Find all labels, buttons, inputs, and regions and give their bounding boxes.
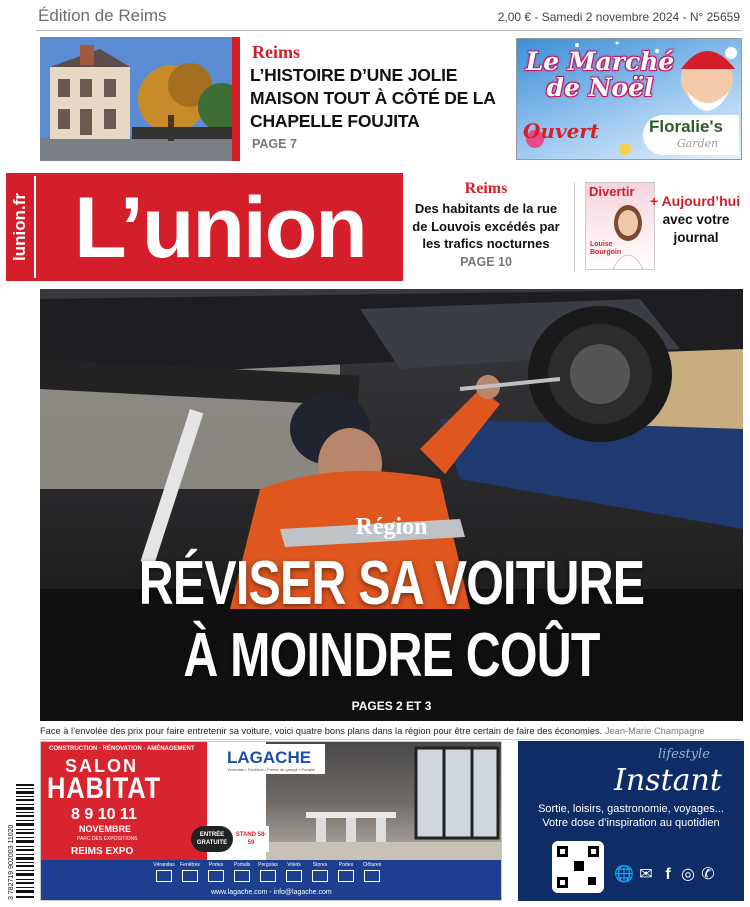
site-url-text: lunion.fr bbox=[10, 193, 29, 261]
veranda-icon bbox=[156, 870, 172, 882]
category-stores bbox=[307, 862, 333, 882]
photo-credit: Jean-Marie Champagne bbox=[604, 726, 705, 736]
category-label: Volets bbox=[287, 862, 301, 868]
qr-module bbox=[574, 861, 584, 871]
free-entry-badge: ENTRÉE GRATUITE bbox=[191, 826, 233, 852]
lagache-sub: Vérandas • Fenêtres • Portes de garage • Portails bbox=[227, 767, 315, 772]
caption-text: Face à l’envolée des prix pour faire entretenir sa voiture, voici quatre bons plans dans la région pour être certain de faire des économies. bbox=[40, 726, 603, 736]
whatsapp-icon[interactable]: ✆ bbox=[701, 866, 715, 883]
hero-headline-line1: RÉVISER SA VOITURE bbox=[138, 549, 645, 618]
salon-subtitle: CONSTRUCTION · RÉNOVATION · AMÉNAGEMENT bbox=[49, 746, 195, 752]
instant-lifestyle-ad[interactable] bbox=[518, 741, 744, 901]
salon-month: NOVEMBRE bbox=[79, 824, 132, 834]
brand-sub: Garden bbox=[677, 137, 719, 150]
lifestyle-label: lifestyle bbox=[658, 747, 710, 762]
category-volets bbox=[281, 862, 307, 882]
edition-label: Édition de Reims bbox=[38, 6, 167, 25]
category-clotures bbox=[359, 862, 385, 882]
hero-page-ref: PAGES 2 ET 3 bbox=[351, 699, 432, 713]
divertir-cover[interactable] bbox=[585, 182, 655, 270]
site-url bbox=[6, 173, 34, 281]
christmas-status: Ouvert bbox=[523, 119, 600, 143]
qr-finder bbox=[588, 846, 599, 857]
garage-door-icon bbox=[338, 870, 354, 882]
caption-divider bbox=[40, 739, 742, 740]
hero-headline[interactable] bbox=[117, 548, 665, 692]
barcode-number: 3 782719 902003 11020 bbox=[8, 824, 15, 900]
lagache-contact: www.lagache.com - info@lagache.com bbox=[211, 889, 332, 896]
newspaper-logo[interactable]: L’union bbox=[74, 180, 366, 276]
category-label: Portes bbox=[208, 862, 224, 868]
photo-caption bbox=[40, 726, 744, 736]
qr-code-icon[interactable] bbox=[552, 841, 604, 893]
story2-kicker: Reims bbox=[464, 180, 508, 197]
salon-label: SALON bbox=[65, 756, 138, 776]
mail-icon[interactable]: ✉ bbox=[639, 866, 653, 883]
vertical-divider bbox=[574, 182, 575, 272]
story-page-ref: PAGE 7 bbox=[252, 137, 297, 151]
today-label: + Aujourd’hui bbox=[650, 193, 741, 209]
category-verandas bbox=[151, 862, 177, 882]
story2-page-ref: PAGE 10 bbox=[460, 255, 512, 269]
masthead-separator bbox=[34, 176, 36, 278]
story2-headline[interactable]: Des habitants de la rue de Louvois excédés par les trafics nocturnes bbox=[412, 201, 560, 251]
category-portes-garage bbox=[333, 862, 359, 882]
hero-headline-line2: À MOINDRE COÛT bbox=[183, 621, 600, 690]
hero-kicker: Région bbox=[355, 514, 428, 540]
category-pergolas bbox=[255, 862, 281, 882]
globe-icon[interactable]: 🌐 bbox=[614, 866, 634, 883]
salon-habitat-ad[interactable] bbox=[40, 741, 502, 901]
instagram-icon[interactable]: ◎ bbox=[681, 866, 695, 883]
window-icon bbox=[182, 870, 198, 882]
salon-expo: REIMS EXPO bbox=[71, 846, 134, 857]
house-photo[interactable] bbox=[40, 37, 238, 161]
shutter-icon bbox=[286, 870, 302, 882]
lagache-name: LAGACHE bbox=[227, 748, 312, 767]
cover-title: Divertir bbox=[589, 184, 635, 199]
cover-name: Louise Bourgoin bbox=[590, 241, 622, 256]
category-label: Vérandas bbox=[153, 862, 175, 868]
salon-dates: 8 9 10 11 bbox=[71, 806, 137, 823]
christmas-title: Le Marché de Noël bbox=[525, 47, 675, 102]
awning-icon bbox=[312, 870, 328, 882]
top-divider bbox=[36, 30, 742, 31]
instant-line1: Sortie, loisirs, gastronomie, voyages... bbox=[538, 803, 724, 815]
category-label: Portes bbox=[338, 862, 354, 868]
door-icon bbox=[208, 870, 224, 882]
christmas-market-ad[interactable] bbox=[516, 38, 742, 160]
story-accent-bar bbox=[232, 37, 240, 161]
stand-badge: STAND 58-59 bbox=[233, 826, 269, 852]
category-label: Portails bbox=[233, 862, 251, 868]
product-bar bbox=[41, 860, 502, 901]
category-label: Stores bbox=[312, 862, 328, 868]
story-kicker: Reims bbox=[252, 42, 300, 62]
today-text: avec votre journal bbox=[662, 212, 730, 245]
category-fenetres bbox=[177, 862, 203, 882]
category-portes bbox=[203, 862, 229, 882]
barcode-graphic bbox=[6, 782, 36, 902]
qr-finder bbox=[557, 846, 568, 857]
salon-venue: PARC DES EXPOSITIONS bbox=[77, 836, 138, 842]
story-headline[interactable]: L’HISTOIRE D’UNE JOLIE MAISON TOUT À CÔTÉ DE LA CHAPELLE FOUJITA bbox=[250, 65, 496, 131]
category-label: Clôtures bbox=[362, 862, 382, 868]
house-illustration bbox=[40, 37, 238, 161]
barcode bbox=[6, 782, 36, 902]
pergola-icon bbox=[260, 870, 276, 882]
issue-info: 2,00 € - Samedi 2 novembre 2024 - N° 25659 bbox=[497, 10, 740, 24]
habitat-label: HABITAT bbox=[47, 772, 162, 805]
category-label: Fenêtres bbox=[180, 862, 200, 868]
qr-module bbox=[588, 877, 596, 885]
gate-icon bbox=[234, 870, 250, 882]
fence-icon bbox=[364, 870, 380, 882]
brand-name: Floralie's bbox=[649, 117, 723, 136]
florali-brand bbox=[643, 115, 739, 155]
qr-finder bbox=[557, 877, 568, 888]
instant-title: Instant bbox=[614, 763, 722, 798]
category-portails bbox=[229, 862, 255, 882]
lagache-brand bbox=[219, 744, 325, 774]
facebook-icon[interactable]: f bbox=[665, 866, 671, 883]
category-label: Pergolas bbox=[258, 862, 278, 868]
instant-line2: Votre dose d’inspiration au quotidien bbox=[542, 817, 720, 829]
